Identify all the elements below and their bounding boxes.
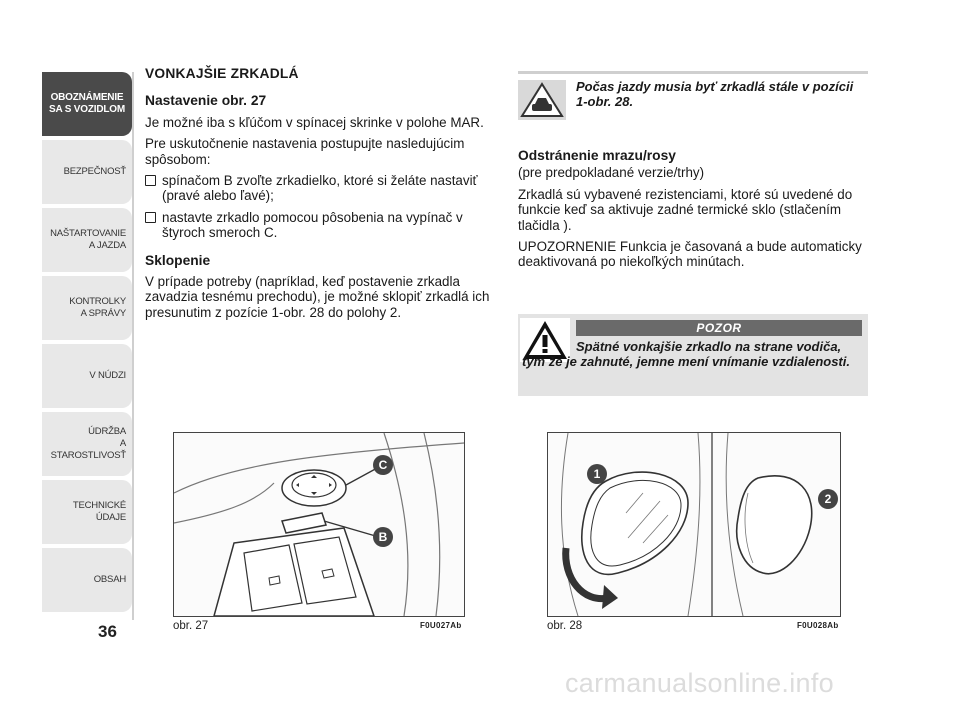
tab-oboznamenie[interactable]: OBOZNÁMENIE SA S VOZIDLOM — [42, 72, 132, 136]
figure-27-caption: obr. 27 — [173, 620, 209, 632]
tab-bezpecnost[interactable]: BEZPEČNOSŤ — [42, 140, 132, 204]
tab-v-nudzi[interactable]: V NÚDZI — [42, 344, 132, 408]
figure-label-1: 1 — [587, 464, 607, 484]
fold-heading: Sklopenie — [145, 252, 211, 268]
tab-obsah[interactable]: OBSAH — [42, 548, 132, 612]
bullet-item: spínačom B zvoľte zrkadielko, ktoré si želáte nastaviť (pravé alebo ľavé); — [145, 173, 490, 204]
section-title: VONKAJŠIE ZRKADLÁ — [145, 66, 299, 81]
adjust-paragraph-1: Je možné iba s kľúčom v spínacej skrinke v polohe MAR. — [145, 114, 484, 130]
figure-27-code: F0U027Ab — [420, 621, 462, 630]
figure-28-image — [547, 432, 841, 617]
page-number: 36 — [98, 622, 117, 641]
figure-28-code: F0U028Ab — [797, 621, 839, 630]
figure-label-b: B — [373, 527, 393, 547]
defrost-heading: Odstránenie mrazu/rosy — [518, 148, 676, 163]
adjust-paragraph-2: Pre uskutočnenie nastavenia postupujte nasledujúcim spôsobom: — [145, 136, 465, 167]
tab-technicke-udaje[interactable]: TECHNICKÉ ÚDAJE — [42, 480, 132, 544]
defrost-subheading: (pre predpokladané verzie/trhy) — [518, 165, 705, 181]
adjust-heading: Nastavenie obr. 27 — [145, 93, 267, 109]
caution-title: POZOR — [576, 320, 862, 336]
checkbox-bullet-icon — [145, 175, 156, 186]
defrost-paragraph-1: Zrkadlá sú vybavené rezistenciami, ktoré sú uvedené do funkcie keď sa aktivuje zadné termické sklo (stlačením tlačidla ). — [518, 186, 853, 233]
watermark-text: carmanualsonline.info — [565, 668, 834, 698]
figure-label-c: C — [373, 455, 393, 475]
sidebar-divider — [132, 72, 134, 620]
figure-27-image — [173, 432, 465, 617]
figure-28-caption: obr. 28 — [547, 620, 583, 632]
mirror-warning-icon — [518, 80, 566, 120]
caution-text: Spätné vonkajšie zrkadlo na strane vodiča, tým že je zahnuté, jemne mení vnímanie vzdialenosti. — [522, 339, 850, 369]
left-column — [145, 66, 490, 326]
figure-28-rule — [547, 616, 841, 617]
figure-27-rule — [173, 616, 465, 617]
warning-text: Počas jazdy musia byť zrkadlá stále v pozícii 1-obr. 28. — [576, 79, 854, 109]
tab-nastartovanie[interactable]: NAŠTARTOVANIE A JAZDA — [42, 208, 132, 272]
right-column — [518, 148, 863, 276]
defrost-paragraph-2: UPOZORNENIE Funkcia je časovaná a bude automaticky deaktivovaná po niekoľkých minútach. — [518, 239, 862, 270]
figure-label-2: 2 — [818, 489, 838, 509]
fold-paragraph: V prípade potreby (napríklad, keď postavenie zrkadla zavadzia tesnému prechodu), je možné sklopiť zrkadlá ich presunutim z pozície 1-obr. 28 do polohy 2. — [145, 274, 490, 320]
top-rule — [518, 71, 868, 74]
checkbox-bullet-icon — [145, 212, 156, 223]
bullet-item: nastavte zrkadlo pomocou pôsobenia na vypínač v štyroch smeroch C. — [145, 210, 490, 241]
tab-udrzba[interactable]: ÚDRŽBA A STAROSTLIVOSŤ — [42, 412, 132, 476]
tab-kontrolky[interactable]: KONTROLKY A SPRÁVY — [42, 276, 132, 340]
